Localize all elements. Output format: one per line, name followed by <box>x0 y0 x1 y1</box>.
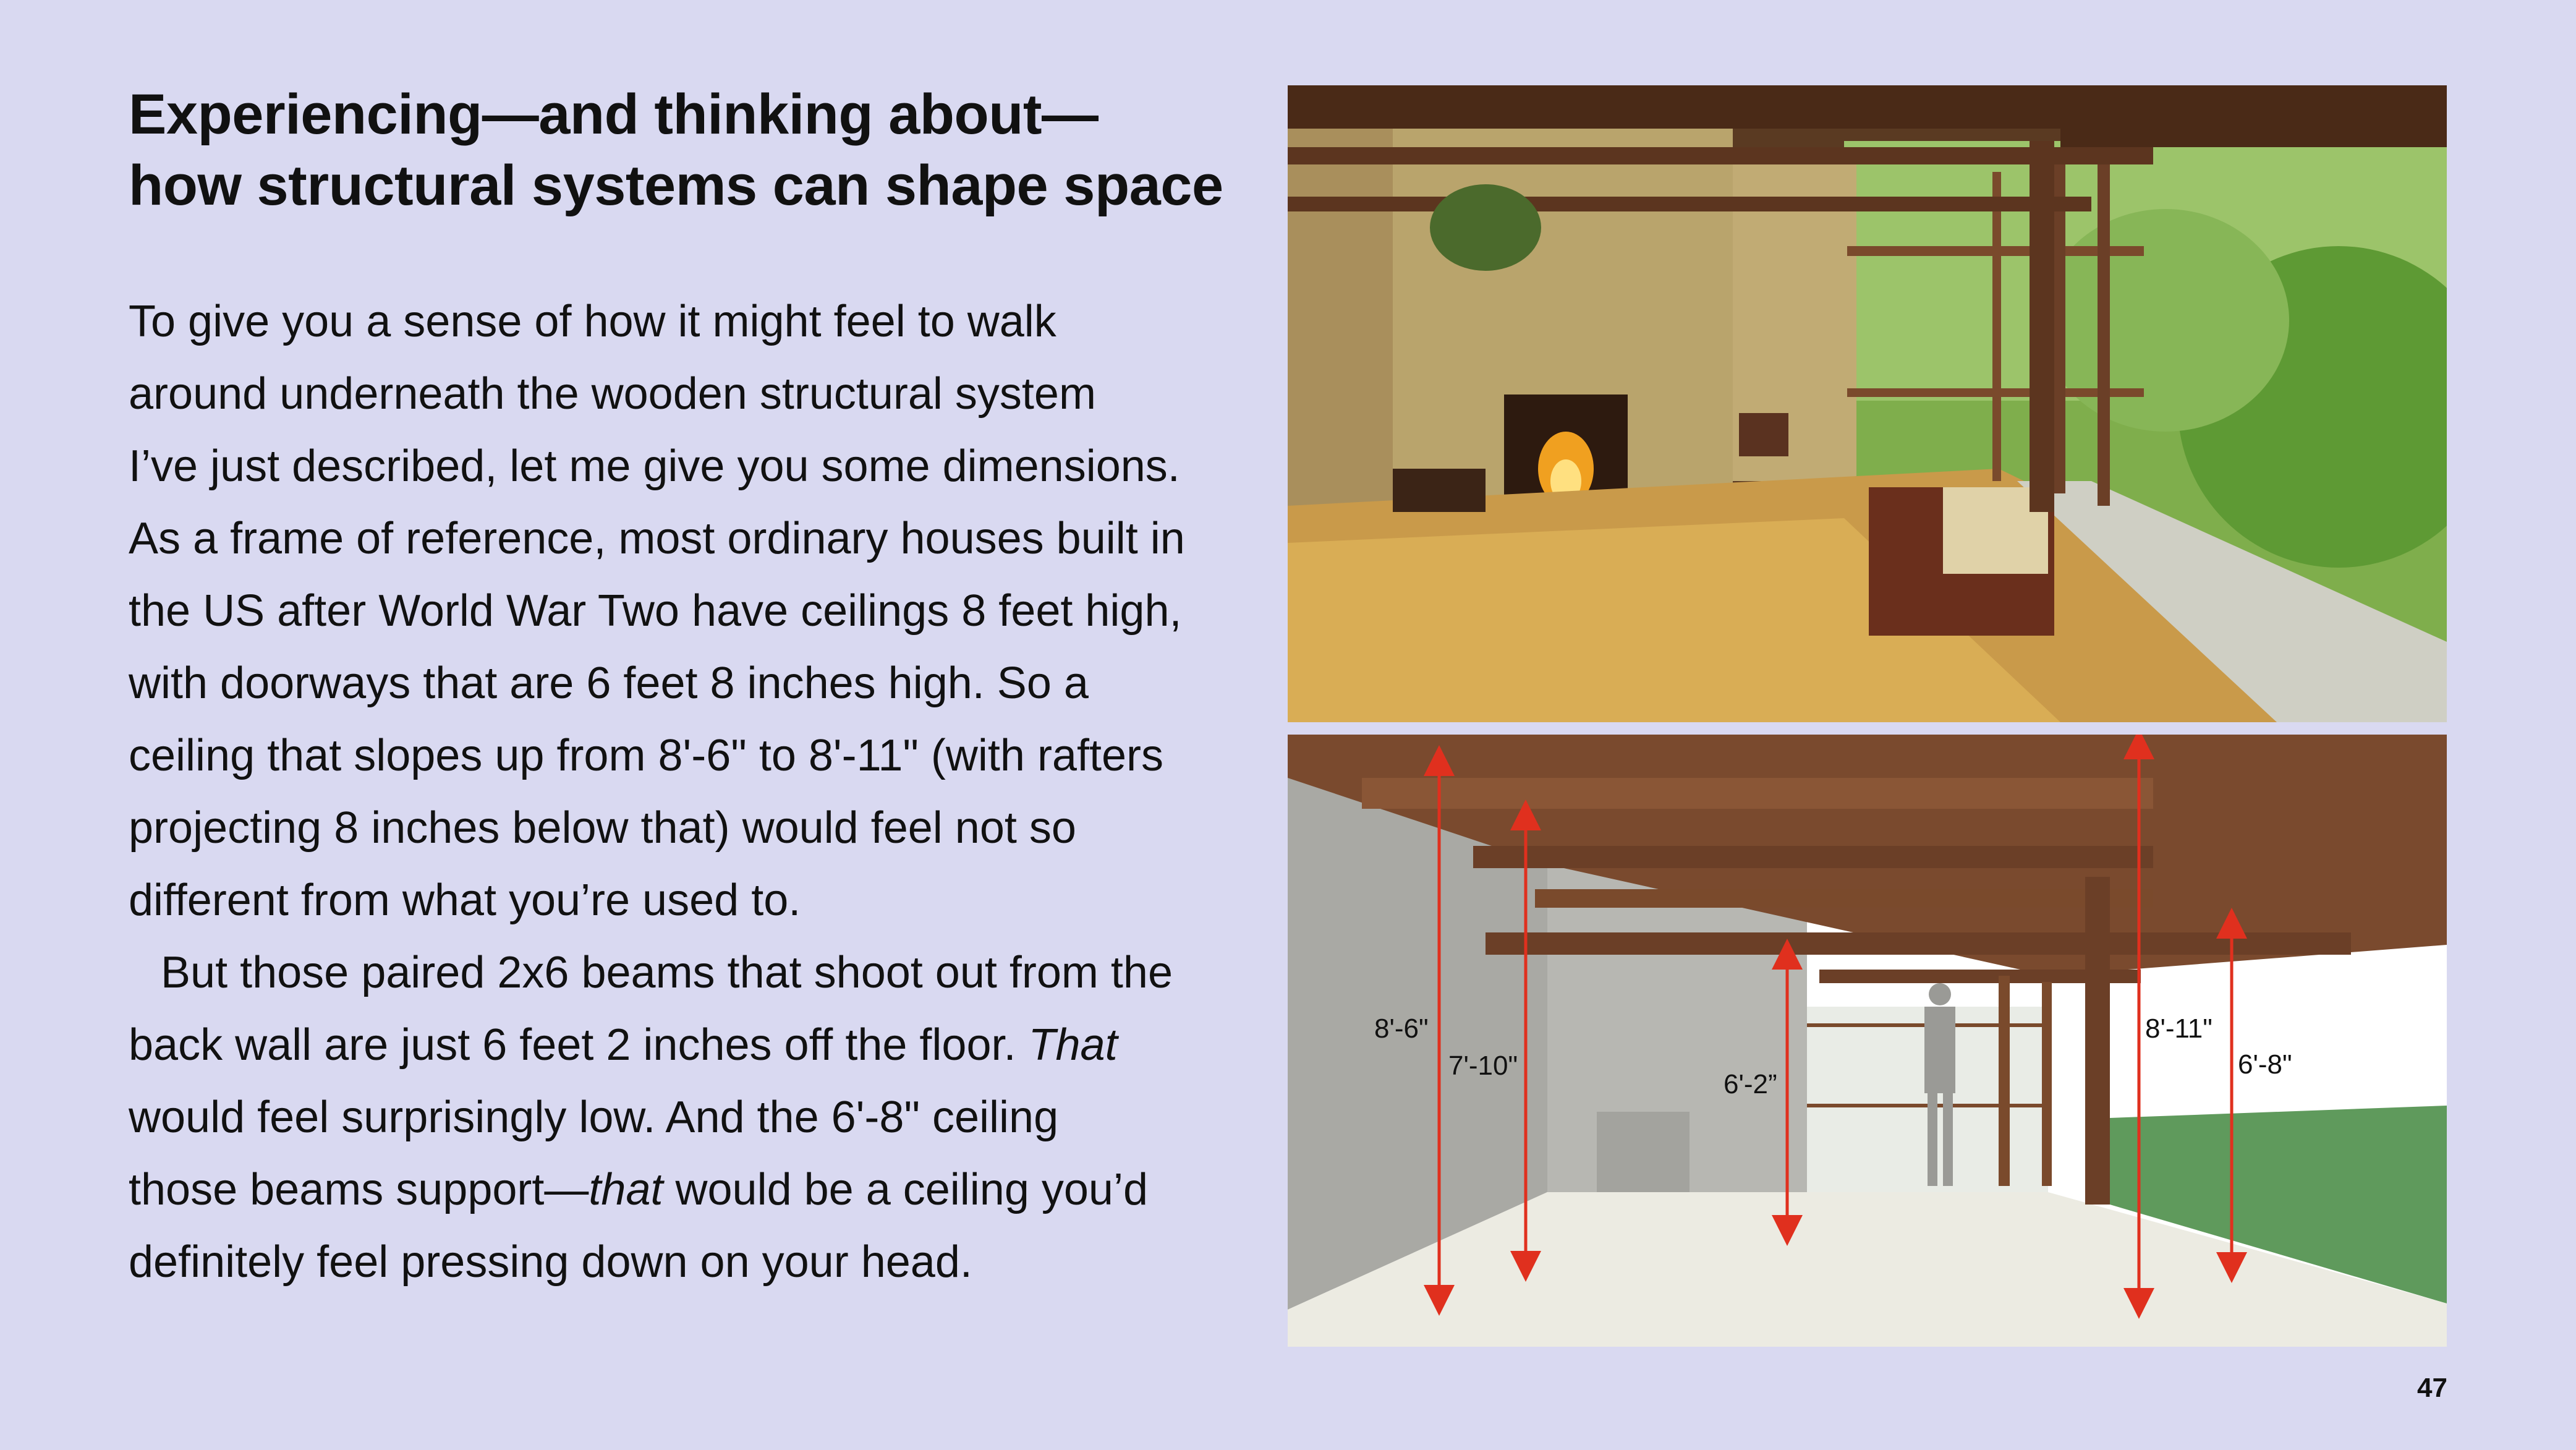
text-line: ceiling that slopes up from 8'-6" to 8'-11" (with rafters <box>129 731 1163 780</box>
text-line: I’ve just described, let me give you some dimensions. <box>129 441 1180 491</box>
emphasis: that <box>589 1165 663 1214</box>
text-line: definitely feel pressing down on your head. <box>129 1237 972 1287</box>
body-text <box>129 286 1229 1299</box>
dimension-diagram <box>1288 735 2447 1347</box>
text-line: But those paired 2x6 beams that shoot out from the <box>161 948 1173 997</box>
text-line <box>129 1009 1229 1081</box>
dimension-label: 6'-8" <box>2238 1049 2292 1080</box>
text-line: would feel surprisingly low. And the 6'-8" ceiling <box>129 1093 1059 1142</box>
dimension-label: 8'-6" <box>1374 1013 1429 1044</box>
text-span: those beams support— <box>129 1165 589 1214</box>
title-line-1: Experiencing—and thinking about— <box>129 83 1099 146</box>
text-span: would be a ceiling you’d <box>663 1165 1149 1214</box>
text-line: As a frame of reference, most ordinary houses built in <box>129 514 1185 563</box>
interior-photo <box>1288 85 2447 722</box>
interior-photo-art <box>1288 85 2447 722</box>
title-line-2: how structural systems can shape space <box>129 154 1223 217</box>
text-line: the US after World War Two have ceilings 8 feet high, <box>129 586 1182 636</box>
text-line: around underneath the wooden structural system <box>129 369 1096 419</box>
text-line: different from what you’re used to. <box>129 876 801 925</box>
page-number: 47 <box>2417 1373 2447 1403</box>
text-line: with doorways that are 6 feet 8 inches high. So a <box>129 659 1089 708</box>
dimension-label: 7'-10" <box>1448 1051 1518 1081</box>
text-line: To give you a sense of how it might feel to walk <box>129 297 1056 346</box>
page-title <box>129 79 1241 221</box>
text-line: projecting 8 inches below that) would feel not so <box>129 803 1076 853</box>
text-line <box>129 1154 1229 1226</box>
dimension-label: 6'-2” <box>1724 1069 1777 1099</box>
dimension-diagram-art <box>1288 735 2447 1347</box>
dimension-label: 8'-11" <box>2145 1013 2213 1044</box>
emphasis: That <box>1028 1020 1118 1070</box>
text-span: back wall are just 6 feet 2 inches off the floor. <box>129 1020 1029 1070</box>
